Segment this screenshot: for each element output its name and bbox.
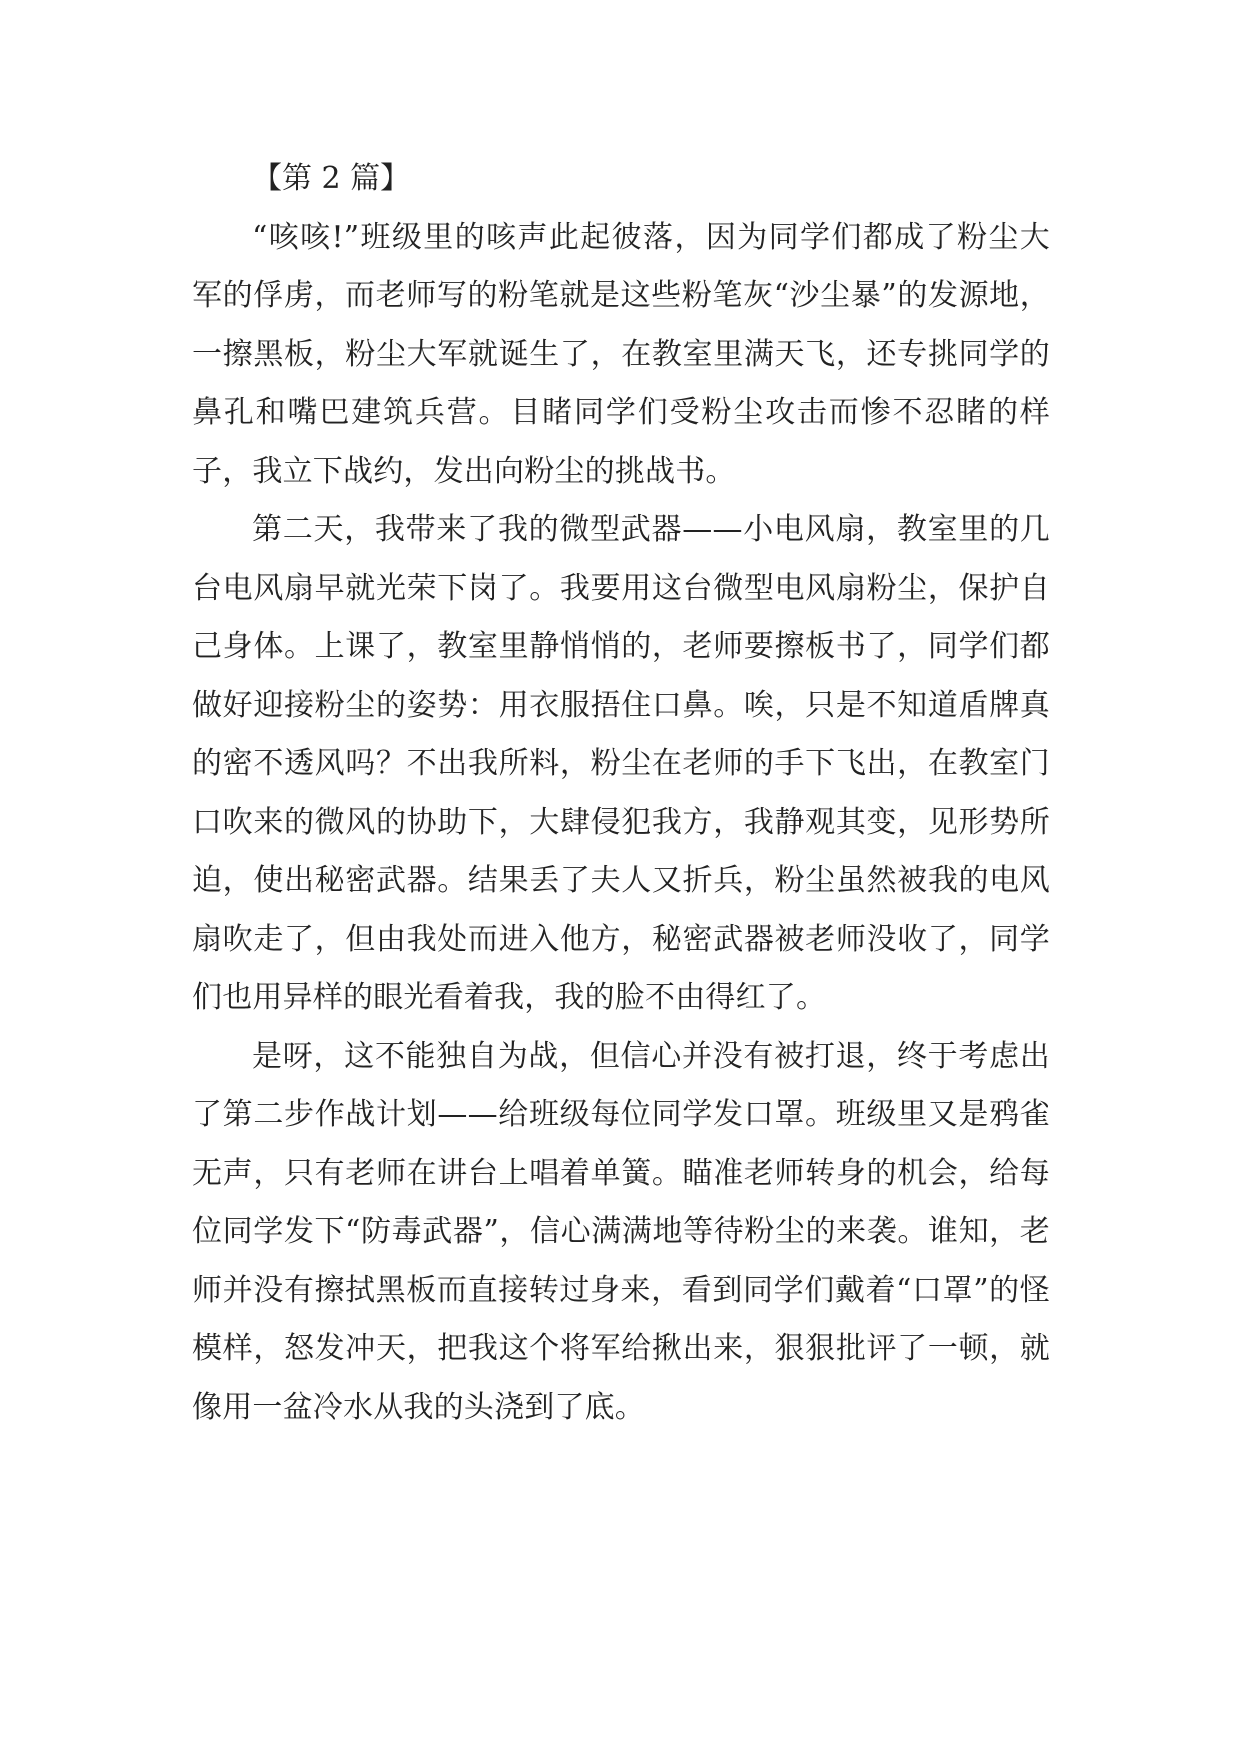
paragraph-3: 是呀，这不能独自为战，但信心并没有被打退，终于考虑出了第二步作战计划——给班级每位同学发口罩。班级里又是鸦雀无声，只有老师在讲台上唱着单簧。瞄准老师转身的机会，给每位同学发下“防毒武器”，信心满满地等待粉尘的来袭。谁知，老师并没有擦拭黑板而直接转过身来，看到同学们戴着“口罩”的怪模样，怒发冲天，把我这个将军给揪出来，狠狠批评了一顿，就像用一盆冷水从我的头浇到了底。	[192, 1038, 1050, 1425]
paragraph-1: “咳咳!”班级里的咳声此起彼落，因为同学们都成了粉尘大军的俘虏，而老师写的粉笔就是这些粉笔灰“沙尘暴”的发源地，一擦黑板，粉尘大军就诞生了，在教室里满天飞，还专挑同学的鼻孔和嘴巴建筑兵营。目睹同学们受粉尘攻击而惨不忍睹的样子，我立下战约，发出向粉尘的挑战书。	[192, 219, 1050, 489]
section-heading: 【第 2 篇】	[252, 161, 411, 196]
document-body	[192, 150, 1050, 1437]
paragraph-2: 第二天，我带来了我的微型武器——小电风扇，教室里的几台电风扇早就光荣下岗了。我要用这台微型电风扇粉尘，保护自己身体。上课了，教室里静悄悄的，老师要擦板书了，同学们都做好迎接粉尘的姿势：用衣服捂住口鼻。唉，只是不知道盾牌真的密不透风吗？不出我所料，粉尘在老师的手下飞出，在教室门口吹来的微风的协助下，大肆侵犯我方，我静观其变，见形势所迫，使出秘密武器。结果丢了夫人又折兵，粉尘虽然被我的电风扇吹走了，但由我处而进入他方，秘密武器被老师没收了，同学们也用异样的眼光看着我，我的脸不由得红了。	[192, 512, 1050, 1015]
